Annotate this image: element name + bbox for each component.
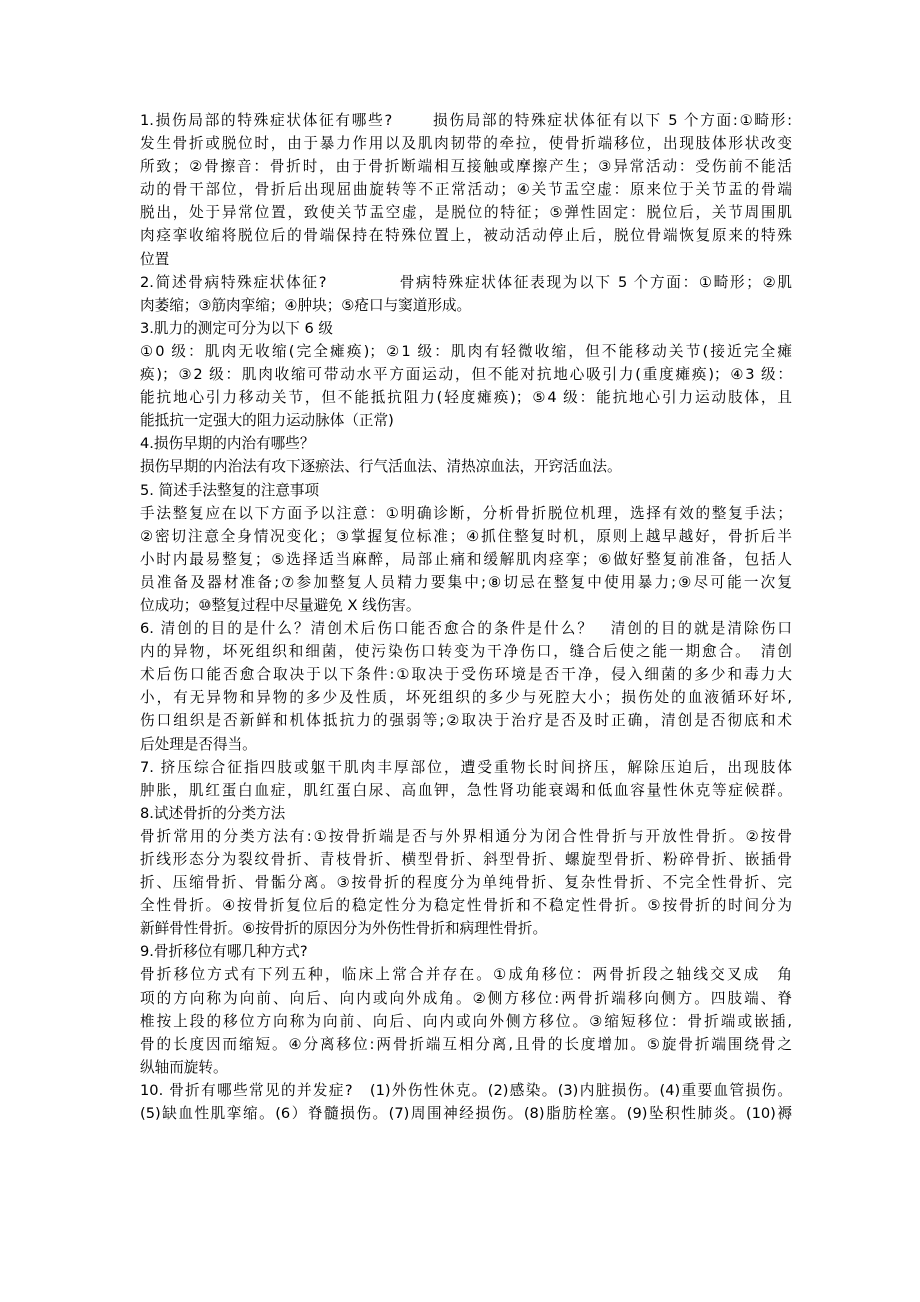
text-line: 能抗地心引力移动关节，但不能抵抗阻力(轻度瘫痪)；⑤4 级：能抗地心引力运动肢体，且 [140, 389, 792, 407]
text-line: 伤口组织是否新鲜和机体抵抗力的强弱等;②取决于治疗是否及时正确，清创是否彻底和术 [140, 712, 792, 730]
text-line: 术后伤口能否愈合取决于以下条件:①取决于受伤环境是否干净，侵入细菌的多少和毒力大 [140, 666, 792, 684]
text-line: 发生骨折或脱位时，由于暴力作用以及肌肉韧带的牵拉，使骨折端移位，出现肢体形状改变 [140, 135, 792, 153]
text-line: 肉萎缩；③筋肉挛缩；④肿块；⑤疮口与窦道形成。 [140, 296, 472, 314]
text-line: 损伤早期的内治法有攻下逐瘀法、行气活血法、清热凉血法，开窍活血法。 [140, 458, 622, 476]
text-line: 内的异物，坏死组织和细菌，使污染伤口转变为干净伤口，缝合后使之能一期愈合。 清创 [140, 643, 792, 661]
text-line: 肉痉挛收缩将脱位后的骨端保持在特殊位置上，被动活动停止后，脱位骨端恢复原来的特殊 [140, 227, 792, 245]
text-line: 7. 挤压综合征指四肢或躯干肌肉丰厚部位，遭受重物长时间挤压，解除压迫后，出现肢体 [140, 758, 792, 776]
text-line: 痪)；③2 级：肌肉收缩可带动水平方面运动，但不能对抗地心吸引力(重度瘫痪)；④3 级： [140, 366, 792, 384]
text-line: 位成功；⑩整复过程中尽量避免 X 线伤害。 [140, 596, 421, 614]
text-line: 折、压缩骨折、骨骺分离。③按骨折的程度分为单纯骨折、复杂性骨折、不完全性骨折、完 [140, 874, 792, 892]
text-line: 手法整复应在以下方面予以注意：①明确诊断，分析骨折脱位机理，选择有效的整复手法； [140, 504, 792, 522]
text-line: 1.损伤局部的特殊症状体征有哪些? 损伤局部的特殊症状体征有以下 5 个方面:①畸形: [140, 112, 792, 129]
text-line: 3.肌力的测定可分为以下 6 级 [140, 319, 334, 337]
text-line: 位置 [140, 250, 170, 268]
text-line: 脱出，处于异常位置，致使关节盂空虚，是脱位的特征；⑤弹性固定：脱位后，关节周围肌 [140, 204, 792, 222]
text-line: 骨折移位方式有下列五种，临床上常合并存在。①成角移位：两骨折段之轴线交叉成 角 [140, 966, 792, 984]
text-line: 8.试述骨折的分类方法 [140, 804, 286, 822]
text-line: 动的骨干部位，骨折后出现屈曲旋转等不正常活动；④关节盂空虚：原来位于关节盂的骨端 [140, 181, 792, 199]
text-line: 员准备及器材准备;⑦参加整复人员精力要集中;⑧切忌在整复中使用暴力;⑨尽可能一次复 [140, 573, 792, 591]
text-line: 后处理是否得当。 [140, 735, 257, 753]
text-line: 新鲜骨性骨折。⑥按骨折的原因分为外伤性骨折和病理性骨折。 [140, 920, 548, 938]
text-line: 6. 清创的目的是什么？清创术后伤口能否愈合的条件是什么？ 清创的目的就是清除伤口 [140, 620, 792, 638]
text-line: 2.简述骨病特殊症状体征? 骨病特殊症状体征表现为以下 5 个方面：①畸形；②肌 [140, 273, 792, 291]
text-line: 所致；②骨擦音：骨折时，由于骨折断端相互接触或摩擦产生；③异常活动：受伤前不能活 [140, 158, 792, 176]
text-line: 小时内最易整复；⑤选择适当麻醉，局部止痛和缓解肌肉痉挛；⑥做好整复前准备，包括人 [140, 550, 792, 568]
text-line: 能抵抗一定强大的阻力运动脉体（正常) [140, 412, 394, 430]
text-line: 椎按上段的移位方向称为向前、向后、向内或向外侧方移位。③缩短移位：骨折端或嵌插, [140, 1012, 792, 1030]
text-line: 肿胀，肌红蛋白血症，肌红蛋白尿、高血钾，急性肾功能衰竭和低血容量性休克等症候群。 [140, 781, 792, 799]
text-line: 4.损伤早期的内治有哪些？ [140, 435, 315, 453]
text-line: 全性骨折。④按骨折复位后的稳定性分为稳定性骨折和不稳定性骨折。⑤按骨折的时间分为 [140, 897, 792, 915]
text-line: 小，有无异物和异物的多少及性质，坏死组织的多少与死腔大小；损伤处的血液循环好坏, [140, 689, 792, 707]
text-line: (5)缺血性肌挛缩。(6）脊髓损伤。(7)周围神经损伤。(8)脂肪栓塞。(9)坠积性肺炎。(10)褥 [140, 1105, 792, 1123]
text-line: 骨的长度因而缩短。④分离移位:两骨折端互相分离,且骨的长度增加。⑤旋骨折端围绕骨之 [140, 1035, 792, 1053]
text-line: 折线形态分为裂纹骨折、青枝骨折、横型骨折、斜型骨折、螺旋型骨折、粉碎骨折、嵌插骨 [140, 851, 792, 868]
text-line: ②密切注意全身情况变化；③掌握复位标准；④抓住整复时机，原则上越早越好，骨折后半 [140, 527, 792, 545]
text-line: 10. 骨折有哪些常见的并发症? (1)外伤性休克。(2)感染。(3)内脏损伤。(4)重要血管损伤。 [140, 1081, 792, 1099]
text-line: 骨折常用的分类方法有:①按骨折端是否与外界相通分为闭合性骨折与开放性骨折。②按骨 [140, 827, 792, 845]
text-line: 项的方向称为向前、向后、向内或向外成角。②侧方移位:两骨折端移向侧方。四肢端、脊 [140, 989, 792, 1007]
text-line: 9.骨折移位有哪几种方式? [140, 943, 308, 961]
text-line: 5. 简述手法整复的注意事项 [140, 481, 320, 499]
text-line: ①0 级：肌肉无收缩(完全瘫痪)；②1 级：肌肉有轻微收缩，但不能移动关节(接近完全瘫 [140, 342, 792, 360]
document-body [140, 109, 792, 1125]
text-line: 纵轴而旋转。 [140, 1058, 228, 1076]
